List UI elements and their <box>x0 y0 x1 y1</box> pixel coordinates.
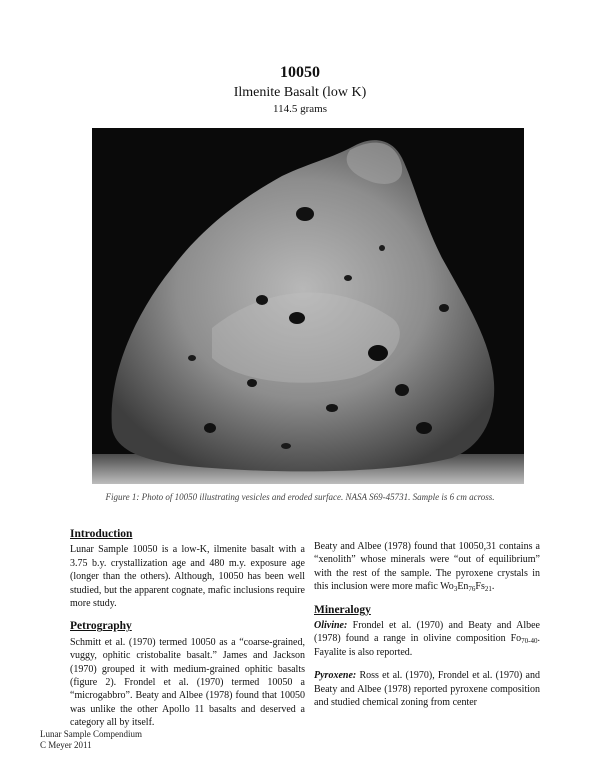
pyroxene-text: Ross et al. (1970), Frondel et al. (1970) and Beaty and Albee (1978) reported pyroxene composition and studied chemical zoning from center <box>314 670 540 709</box>
figure-caption: Figure 1: Photo of 10050 illustrating vesicles and eroded surface. NASA S69-45731. Sample is 6 cm across. <box>105 492 495 502</box>
xenolith-text: Beaty and Albee (1978) found that 10050,31 contains a “xenolith” whose minerals were “out of equilibrium” with the rest of the sample. The pyroxene crystals in this inclusion were more mafic Wo <box>314 541 540 593</box>
olivine-label: Olivine: <box>314 620 348 632</box>
rock-image <box>92 128 524 484</box>
left-column <box>70 528 305 730</box>
olivine-text-end: . Fayalite is also reported. <box>314 633 540 658</box>
fs-subscript: 21 <box>484 585 492 594</box>
xenolith-end: . <box>491 581 495 593</box>
olivine-text: Frondel et al. (1970) and Beaty and Albee (1978) found a range in olivine composition Fo <box>314 620 540 645</box>
fs-label: Fs <box>475 581 485 593</box>
petrography-heading: Petrography <box>70 620 132 633</box>
rock-type-subtitle: Ilmenite Basalt (low K) <box>233 85 367 100</box>
wo-subscript: 3 <box>453 585 458 594</box>
pyroxene-label: Pyroxene: <box>314 670 357 682</box>
sample-photo <box>92 128 524 484</box>
mineralogy-heading: Mineralogy <box>314 603 371 616</box>
xenolith-paragraph <box>314 540 540 594</box>
footer-author: C Meyer 2011 <box>40 740 92 750</box>
pyroxene-paragraph <box>314 669 540 709</box>
en-subscript: 76 <box>468 585 476 594</box>
petrography-text: Schmitt et al. (1970) termed 10050 as a “coarse-grained, vuggy, ophitic cristobalite basalt.” James and Jackson (1970) grouped it with medium-grained ophitic basalts (figure 2). Frondel et al. (1970) termed 10050 a “microgabbro”. Beaty and Albee (1978) found that 10050 was unlike the other Apollo 11 basalts and deserved a category all by itself. <box>70 636 305 729</box>
olivine-subscript: 70-40 <box>521 637 538 646</box>
sample-id-title: 10050 <box>280 64 320 81</box>
en-label: En <box>457 581 469 593</box>
page-footer <box>40 729 142 751</box>
footer-compendium: Lunar Sample Compendium <box>40 729 142 739</box>
olivine-paragraph <box>314 619 540 659</box>
right-column <box>314 540 540 709</box>
sample-mass: 114.5 grams <box>273 103 327 115</box>
introduction-text: Lunar Sample 10050 is a low-K, ilmenite basalt with a 3.75 b.y. crystallization age and 480 m.y. exposure age (longer than the others). Although, 10050 has been well studied, but the apparent cognate, mafic inclusions require more study. <box>70 544 305 610</box>
introduction-heading: Introduction <box>70 528 133 540</box>
